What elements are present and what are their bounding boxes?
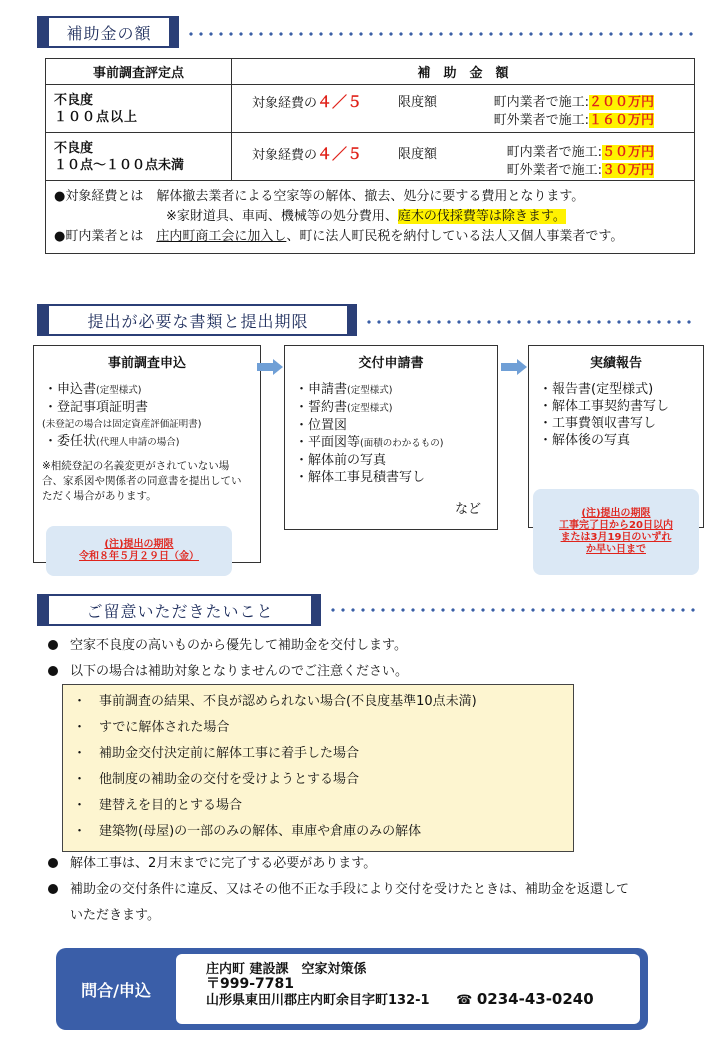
contact-panel bbox=[56, 948, 648, 1030]
doc-item-note: (面積のわかるもの) bbox=[360, 438, 444, 449]
header-bar-right bbox=[169, 18, 177, 46]
bullet-icon bbox=[48, 666, 58, 676]
table-row bbox=[46, 85, 695, 133]
deadline-line: 工事完了日から20日以内 bbox=[559, 520, 673, 531]
bullet-text: 以下の場合は補助対象となりませんのでご注意ください。 bbox=[70, 664, 409, 679]
bullet-text: 解体工事は、2月末までに完了する必要があります。 bbox=[70, 856, 377, 871]
section-title: ご留意いただきたいこと bbox=[86, 601, 274, 621]
in-town-label: 町内業者で施工: bbox=[493, 95, 589, 110]
doc-item-note: (定型様式) bbox=[347, 403, 393, 414]
header-bar-left bbox=[39, 596, 49, 624]
table-notes bbox=[46, 181, 695, 254]
doc-item-note: (代理人申請の場合) bbox=[96, 437, 180, 448]
deadline-label: (注)提出の期限 bbox=[104, 539, 174, 550]
doc-item-note: (定型様式) bbox=[347, 385, 393, 396]
arrow-right-icon bbox=[257, 359, 283, 375]
section-title: 補助金の額 bbox=[66, 23, 152, 43]
in-town-label: 町内業者で施工: bbox=[506, 145, 602, 160]
deadline-label: (注)提出の期限 bbox=[581, 508, 651, 519]
ratio-value: ４／５ bbox=[317, 145, 363, 163]
arrow-right-icon bbox=[501, 359, 527, 375]
bullet-continuation: いただきます。 bbox=[70, 908, 160, 923]
bullet-item bbox=[48, 662, 408, 682]
row-label-line2: １０点～１００点未満 bbox=[54, 157, 185, 173]
out-town-amount: １６０万円 bbox=[588, 113, 654, 128]
box-title: 実績報告 bbox=[589, 356, 642, 371]
doc-item bbox=[34, 433, 260, 451]
section-header-notes bbox=[37, 594, 321, 626]
box-title: 交付申請書 bbox=[358, 356, 424, 371]
contact-address: 山形県東田川郡庄内町余目字町132-1 bbox=[206, 993, 430, 1008]
bullet-item bbox=[48, 636, 407, 656]
list-item: ・ 事前調査の結果、不良が認められない場合(不良度基準10点未満) bbox=[73, 694, 477, 709]
doc-item-label: ・位置図 bbox=[295, 418, 348, 433]
section-header-documents bbox=[37, 304, 357, 336]
contact-address-row bbox=[206, 992, 640, 1008]
ratio-label: 対象経費の bbox=[252, 148, 318, 163]
note-exclusions: ※家財道具、車両、機械等の処分費用、 bbox=[166, 209, 398, 224]
bullet-item bbox=[48, 880, 629, 900]
contact-phone: 0234-43-0240 bbox=[476, 990, 594, 1008]
row-label-line1: 不良度 bbox=[54, 140, 94, 156]
doc-item-label: ・平面図等 bbox=[295, 435, 361, 450]
row-value bbox=[232, 85, 695, 133]
in-town-amount: ２００万円 bbox=[588, 95, 654, 110]
row-label bbox=[46, 133, 232, 181]
doc-item bbox=[285, 381, 497, 399]
list-item: ・ 補助金交付決定前に解体工事に着手した場合 bbox=[73, 746, 360, 761]
contact-postal-code: 〒999-7781 bbox=[206, 976, 294, 992]
out-town-amount: ３０万円 bbox=[601, 163, 654, 178]
contact-details bbox=[176, 954, 640, 1024]
header-bar-left bbox=[39, 18, 49, 46]
out-town-label: 町外業者で施工: bbox=[506, 163, 602, 178]
row-value bbox=[232, 133, 695, 181]
bullet-icon bbox=[48, 884, 58, 894]
limit-label: 限度額 bbox=[398, 95, 438, 110]
deadline-badge bbox=[46, 526, 232, 576]
note-town-business-rest: 、町に法人町民税を納付している法人又個人事業者です。 bbox=[286, 229, 624, 244]
doc-item-note: (未登記の場合は固定資産評価証明書) bbox=[42, 419, 202, 430]
doc-item bbox=[34, 381, 260, 399]
doc-item-label: ・申請書 bbox=[295, 382, 348, 397]
list-item: ・ 建築物(母屋)の一部のみの解体、車庫や倉庫のみの解体 bbox=[73, 824, 422, 839]
row-label-line1: 不良度 bbox=[54, 92, 94, 108]
doc-item-label: ・委任状 bbox=[44, 434, 97, 449]
contact-department: 庄内町 建設課 空家対策係 bbox=[206, 962, 367, 977]
doc-item bbox=[285, 399, 497, 417]
doc-item-label: ・申込書 bbox=[44, 382, 97, 397]
doc-item bbox=[285, 434, 497, 452]
doc-item: ・報告書(定型様式) bbox=[539, 382, 654, 397]
ineligible-cases-box bbox=[62, 684, 574, 852]
note-town-business-label: ●町内業者とは bbox=[54, 229, 157, 244]
deadline-badge bbox=[533, 489, 699, 575]
section-header-amount bbox=[37, 16, 179, 48]
etc-label: など bbox=[454, 502, 481, 517]
inheritance-note: ※相続登記の名義変更がされていない場合、家系図や関係者の同意書を提出していただく場合があります。 bbox=[42, 460, 242, 502]
grant-application-box bbox=[284, 345, 498, 530]
doc-item-label: ・解体工事見積書写し bbox=[295, 470, 426, 485]
ratio-value: ４／５ bbox=[317, 93, 363, 111]
table-header-score: 事前調査評定点 bbox=[46, 59, 232, 85]
bullet-item bbox=[48, 854, 376, 874]
header-bar-right bbox=[311, 596, 319, 624]
list-item: ・ すでに解体された場合 bbox=[73, 720, 230, 735]
deadline-line: または3月19日のいずれ bbox=[560, 532, 672, 543]
phone-icon: ☎ bbox=[456, 993, 473, 1008]
limit-label: 限度額 bbox=[398, 147, 438, 162]
table-header-amount: 補 助 金 額 bbox=[232, 59, 695, 85]
doc-item-label: ・誓約書 bbox=[295, 400, 348, 415]
contact-label: 問合/申込 bbox=[81, 980, 151, 1000]
doc-item bbox=[285, 452, 497, 469]
dotted-divider bbox=[328, 608, 696, 612]
section-title: 提出が必要な書類と提出期限 bbox=[87, 311, 309, 331]
note-chamber-requirement: 庄内町商工会に加入し bbox=[156, 229, 287, 244]
doc-item: ・工事費領収書写し bbox=[539, 416, 657, 431]
bullet-icon bbox=[48, 858, 58, 868]
subsidy-amount-table bbox=[45, 58, 695, 254]
note-exclusion-highlight: 庭木の伐採費等は除きます。 bbox=[397, 209, 566, 224]
doc-item-label: ・解体前の写真 bbox=[295, 453, 387, 468]
note-target-cost: ●対象経費とは 解体撤去業者による空家等の解体、撤去、処分に要する費用となります。 bbox=[54, 189, 585, 204]
list-item: ・ 建替えを目的とする場合 bbox=[73, 798, 243, 813]
list-item: ・ 他制度の補助金の交付を受けようとする場合 bbox=[73, 772, 360, 787]
row-label-line2: １００点以上 bbox=[54, 109, 139, 125]
in-town-amount: ５０万円 bbox=[601, 145, 654, 160]
ratio-label: 対象経費の bbox=[252, 96, 318, 111]
header-bar-left bbox=[39, 306, 49, 334]
deadline-date: 令和８年５月２９日（金） bbox=[79, 551, 199, 562]
table-row bbox=[46, 133, 695, 181]
bullet-text: 補助金の交付条件に違反、又はその他不正な手段により交付を受けたときは、補助金を返還して bbox=[70, 882, 630, 897]
doc-item bbox=[285, 417, 497, 434]
doc-item: ・解体工事契約書写し bbox=[539, 399, 670, 414]
row-label bbox=[46, 85, 232, 133]
dotted-divider bbox=[364, 320, 696, 324]
doc-item bbox=[285, 469, 497, 486]
bullet-icon bbox=[48, 640, 58, 650]
doc-item-note: (定型様式) bbox=[96, 385, 142, 396]
header-bar-right bbox=[347, 306, 355, 334]
doc-item: ・解体後の写真 bbox=[539, 433, 631, 448]
box-title: 事前調査申込 bbox=[107, 356, 186, 371]
out-town-label: 町外業者で施工: bbox=[493, 113, 589, 128]
doc-item: ・登記事項証明書 bbox=[44, 400, 149, 415]
bullet-text: 空家不良度の高いものから優先して補助金を交付します。 bbox=[70, 638, 407, 653]
dotted-divider bbox=[186, 32, 696, 36]
deadline-line: か早い日まで bbox=[586, 544, 646, 555]
